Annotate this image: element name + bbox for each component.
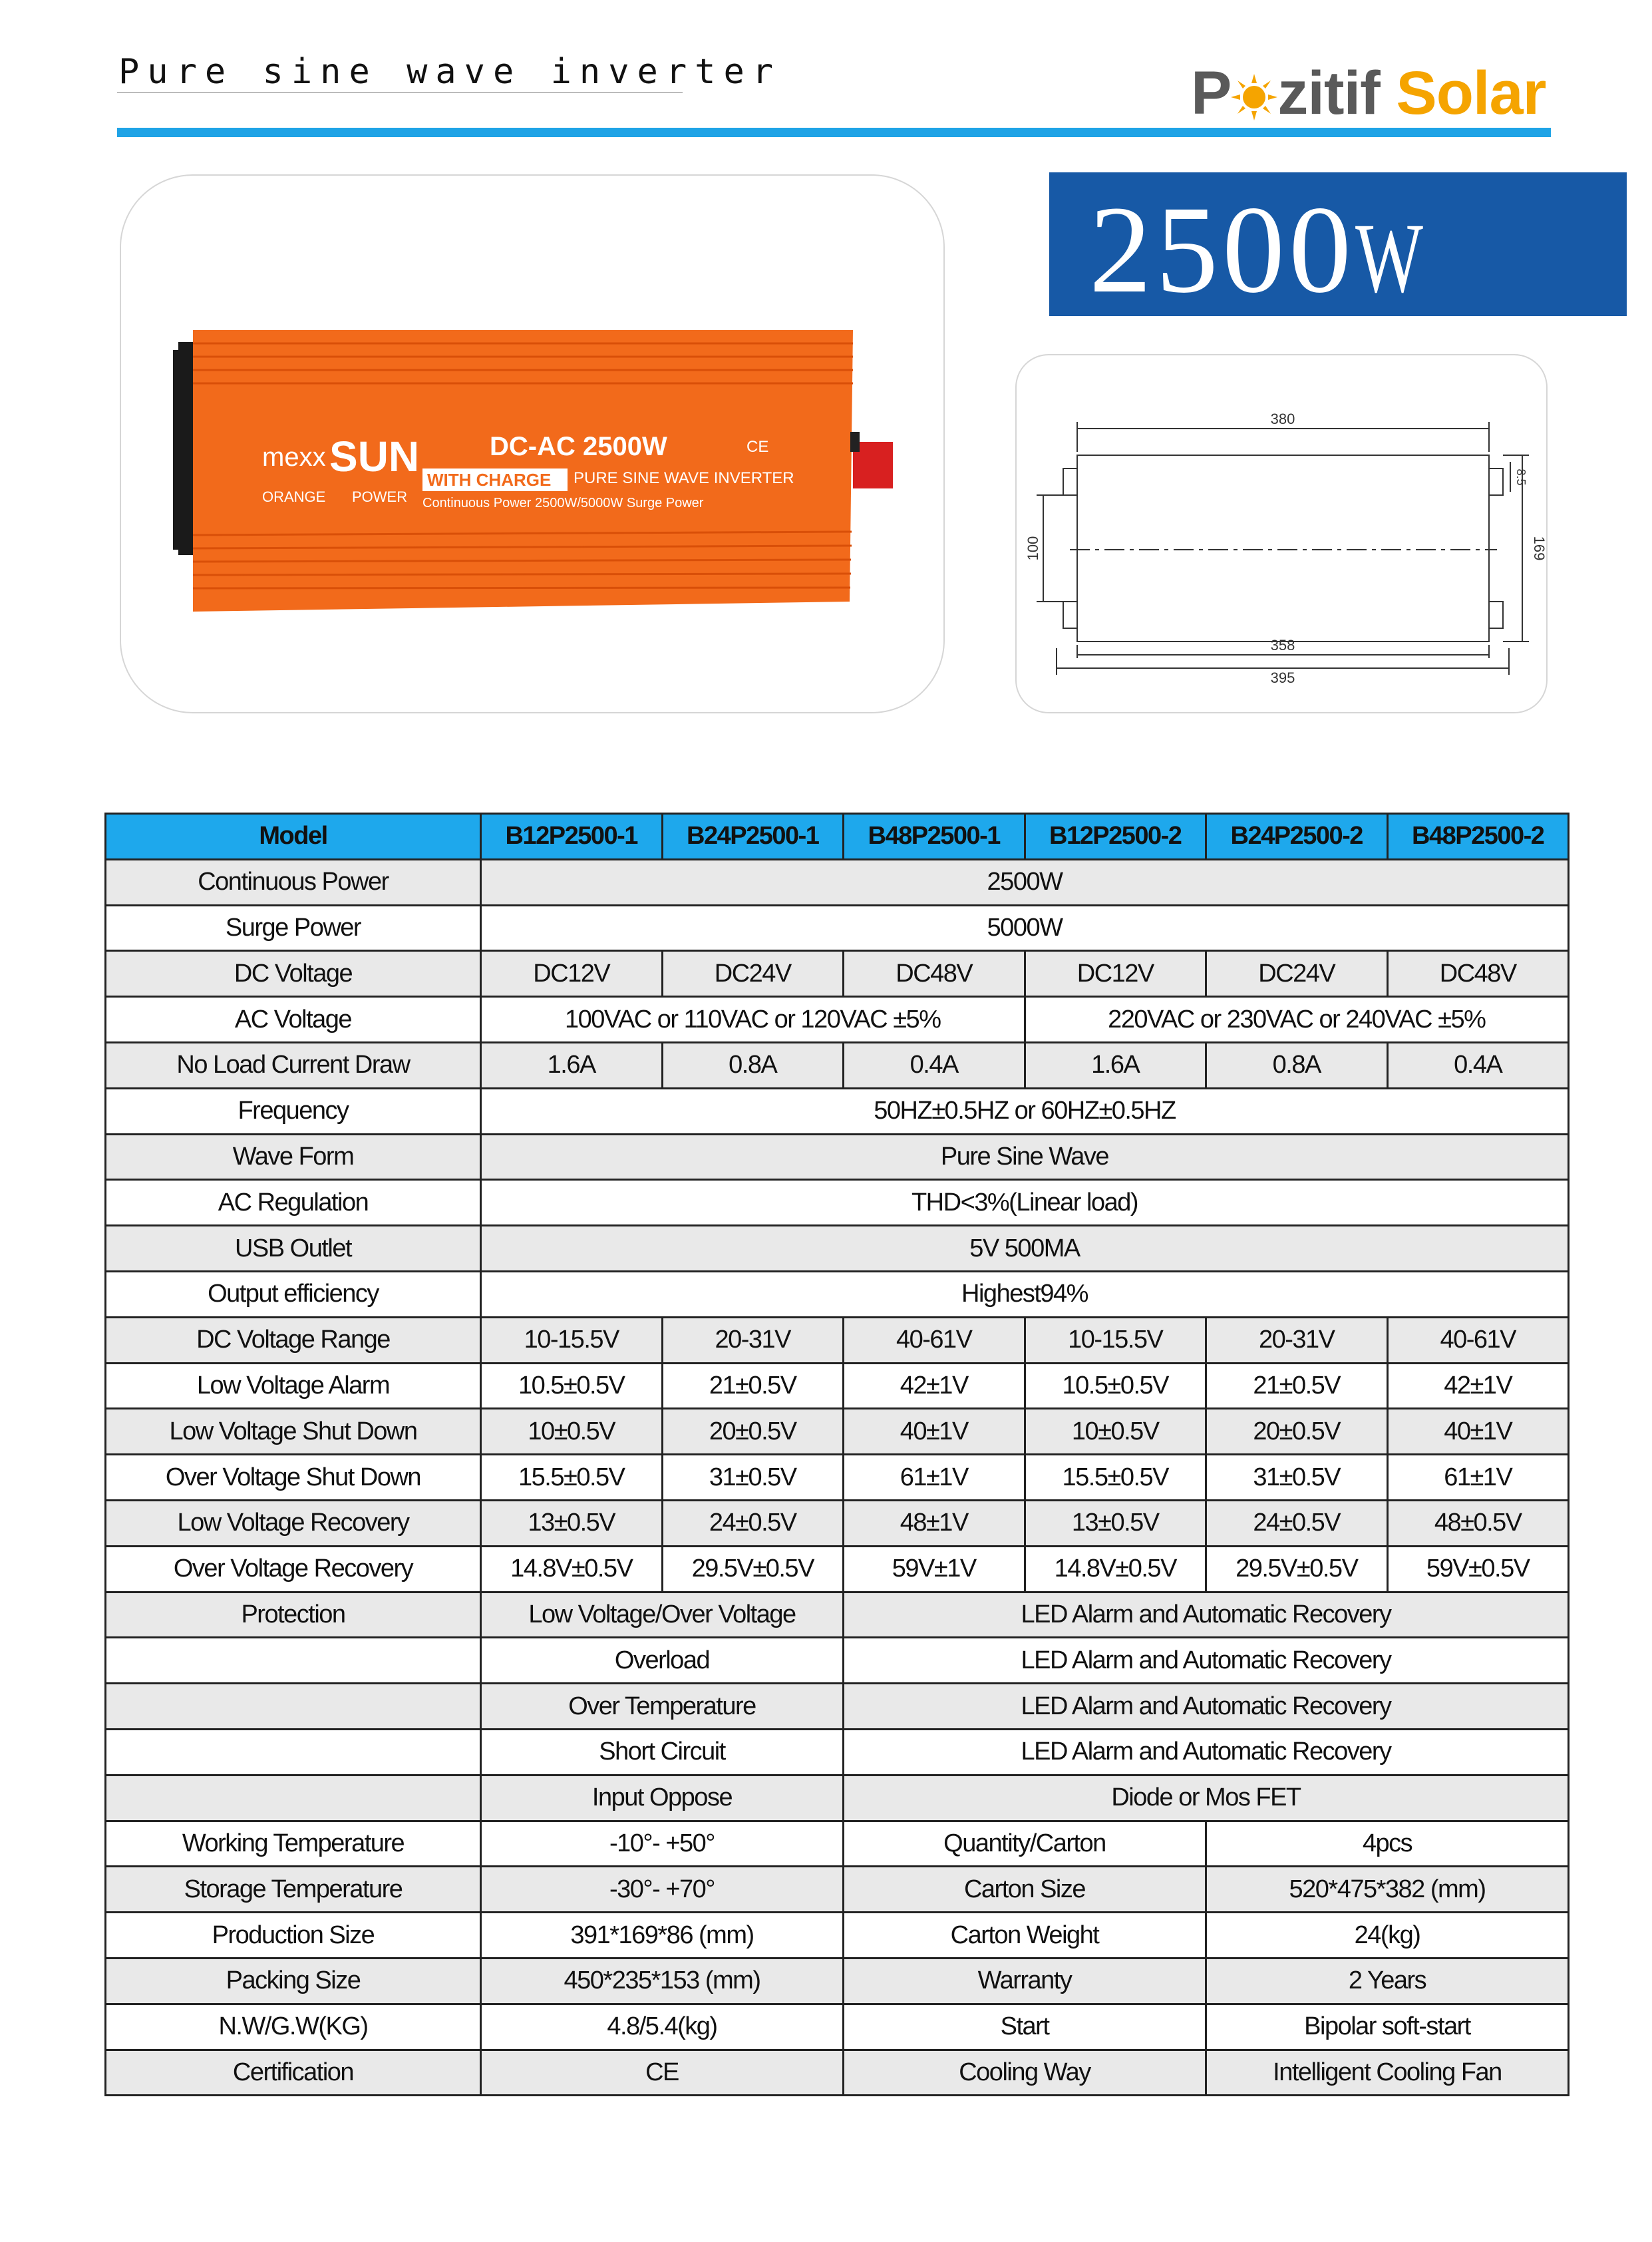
table-cell: 0.4A [844,1042,1025,1088]
table-row [106,1958,1569,2004]
table-cell: Pure Sine Wave [481,1134,1569,1180]
table-cell: 61±1V [844,1455,1025,1501]
product-photo-card [120,174,945,713]
table-cell: 31±0.5V [662,1455,844,1501]
table-cell: 20±0.5V [662,1409,844,1455]
table-cell: 50HZ±0.5HZ or 60HZ±0.5HZ [481,1088,1569,1134]
row-label-cell: Continuous Power [106,859,481,905]
table-cell: Intelligent Cooling Fan [1206,2050,1569,2096]
row-label-cell: Packing Size [106,1958,481,2004]
table-cell: 10-15.5V [481,1317,663,1363]
row-label-cell: Over Voltage Shut Down [106,1455,481,1501]
table-cell: 10±0.5V [1025,1409,1206,1455]
table-row [106,951,1569,997]
table-row [106,859,1569,905]
row-label-cell [106,1775,481,1821]
title-underline [117,92,683,93]
row-label-cell [106,1729,481,1775]
table-header-cell: B24P2500-1 [662,814,844,860]
table-cell: 391*169*86 (mm) [481,1913,844,1959]
table-row [106,1271,1569,1317]
table-cell: 24(kg) [1206,1913,1569,1959]
table-row [106,1134,1569,1180]
row-label-cell: Over Voltage Recovery [106,1546,481,1592]
table-cell: DC12V [1025,951,1206,997]
logo-text-solar: Solar [1396,59,1546,127]
table-cell: Highest94% [481,1271,1569,1317]
brand-logo [1191,59,1546,128]
table-row [106,1042,1569,1088]
row-label-cell: Production Size [106,1913,481,1959]
table-cell: 1.6A [481,1042,663,1088]
dimension-drawing [1017,355,1549,715]
power-value: 2500 [1089,180,1355,319]
table-cell: 40±1V [1387,1409,1569,1455]
table-cell: Low Voltage/Over Voltage [481,1592,844,1638]
table-row [106,2050,1569,2096]
power-rating-box [1049,172,1627,319]
table-cell: 450*235*153 (mm) [481,1958,844,2004]
row-label-cell: DC Voltage Range [106,1317,481,1363]
table-cell: 20±0.5V [1206,1409,1388,1455]
table-cell: 20-31V [662,1317,844,1363]
row-label-cell: Protection [106,1592,481,1638]
table-cell: 10.5±0.5V [1025,1363,1206,1409]
row-label-cell [106,1638,481,1684]
table-cell: 14.8V±0.5V [1025,1546,1206,1592]
table-row [106,1088,1569,1134]
table-cell: 24±0.5V [1206,1500,1388,1546]
row-label-cell: AC Voltage [106,997,481,1043]
table-cell: Diode or Mos FET [844,1775,1569,1821]
row-label-cell: Frequency [106,1088,481,1134]
table-cell: 20-31V [1206,1317,1388,1363]
row-label-cell: Certification [106,2050,481,2096]
row-label-cell: AC Regulation [106,1180,481,1226]
table-row [106,997,1569,1043]
table-cell: 42±1V [844,1363,1025,1409]
table-cell: Warranty [844,1958,1206,2004]
row-label-cell: Wave Form [106,1134,481,1180]
row-label-cell: Low Voltage Alarm [106,1363,481,1409]
table-cell: 48±1V [844,1500,1025,1546]
table-row [106,1455,1569,1501]
table-cell: 59V±0.5V [1387,1546,1569,1592]
table-cell: 10.5±0.5V [481,1363,663,1409]
table-cell: -30°- +70° [481,1867,844,1913]
table-header-cell: B48P2500-1 [844,814,1025,860]
table-cell: 29.5V±0.5V [662,1546,844,1592]
row-label-cell: Surge Power [106,905,481,951]
table-header-cell: B12P2500-2 [1025,814,1206,860]
dim-right-label: 169 [1531,536,1548,561]
table-cell: Short Circuit [481,1729,844,1775]
dim-left-label: 100 [1025,536,1041,561]
dim-bottom-outer-label: 395 [1270,669,1295,686]
table-row [106,1363,1569,1409]
table-row [106,1592,1569,1638]
table-cell: LED Alarm and Automatic Recovery [844,1638,1569,1684]
table-cell: Start [844,2004,1206,2050]
table-cell: LED Alarm and Automatic Recovery [844,1684,1569,1730]
table-cell: 2 Years [1206,1958,1569,2004]
table-cell: 21±0.5V [662,1363,844,1409]
table-cell: Input Oppose [481,1775,844,1821]
table-row [106,1317,1569,1363]
table-row [106,1729,1569,1775]
table-header-row [106,814,1569,860]
table-cell: Carton Weight [844,1913,1206,1959]
table-cell: 4pcs [1206,1821,1569,1867]
table-header-cell: Model [106,814,481,860]
table-header-cell: B12P2500-1 [481,814,663,860]
table-header-cell: B48P2500-2 [1387,814,1569,860]
table-cell: 100VAC or 110VAC or 120VAC ±5% [481,997,1025,1043]
table-row [106,1867,1569,1913]
row-label-cell: No Load Current Draw [106,1042,481,1088]
table-cell: 10±0.5V [481,1409,663,1455]
brand-left-text: mexx [262,443,326,472]
logo-text-zitif: zitif [1277,59,1380,127]
dim-right-small-label: 8.5 [1514,468,1528,486]
table-cell: 21±0.5V [1206,1363,1388,1409]
brand-sub-left-text: ORANGE [262,488,326,505]
table-header-cell: B24P2500-2 [1206,814,1388,860]
row-label-cell: Working Temperature [106,1821,481,1867]
table-row [106,1546,1569,1592]
table-cell: 5000W [481,905,1569,951]
table-cell: Overload [481,1638,844,1684]
row-label-cell: DC Voltage [106,951,481,997]
table-cell: 0.8A [662,1042,844,1088]
ce-mark-text: CE [746,438,769,456]
table-cell: 4.8/5.4(kg) [481,2004,844,2050]
table-cell: Cooling Way [844,2050,1206,2096]
row-label-cell: Storage Temperature [106,1867,481,1913]
table-cell: 61±1V [1387,1455,1569,1501]
table-cell: 24±0.5V [662,1500,844,1546]
inverter-image [121,176,946,715]
table-cell: Bipolar soft-start [1206,2004,1569,2050]
table-cell: 40±1V [844,1409,1025,1455]
row-label-cell: Output efficiency [106,1271,481,1317]
table-row [106,1180,1569,1226]
row-label-cell: USB Outlet [106,1226,481,1272]
table-cell: 520*475*382 (mm) [1206,1867,1569,1913]
table-row [106,1775,1569,1821]
row-label-cell [106,1684,481,1730]
row-label-cell: N.W/G.W(KG) [106,2004,481,2050]
header-rule [117,128,1551,137]
brand-sub-right-text: POWER [352,488,408,505]
table-cell: 59V±1V [844,1546,1025,1592]
table-row [106,1821,1569,1867]
table-cell: LED Alarm and Automatic Recovery [844,1729,1569,1775]
table-cell: THD<3%(Linear load) [481,1180,1569,1226]
table-row [106,905,1569,951]
type-line-text: PURE SINE WAVE INVERTER [574,469,794,487]
table-row [106,2004,1569,2050]
power-rating [1089,180,1454,319]
table-cell: LED Alarm and Automatic Recovery [844,1592,1569,1638]
table-cell: DC48V [1387,951,1569,997]
table-cell: 48±0.5V [1387,1500,1569,1546]
table-cell: 0.8A [1206,1042,1388,1088]
table-cell: 2500W [481,859,1569,905]
power-line-text: Continuous Power 2500W/5000W Surge Power [422,496,704,510]
brand-right-text: SUN [329,433,420,480]
table-cell: DC24V [662,951,844,997]
logo-letter-p: P [1191,59,1232,127]
page-title: Pure sine wave inverter [118,52,782,92]
with-charge-text: WITH CHARGE [427,470,552,490]
table-cell: 13±0.5V [1025,1500,1206,1546]
spec-table [104,813,1569,2096]
table-cell: DC12V [481,951,663,997]
row-label-cell: Low Voltage Recovery [106,1500,481,1546]
model-line-text: DC-AC 2500W [490,432,667,461]
table-cell: 15.5±0.5V [481,1455,663,1501]
dim-bottom-inner-label: 358 [1270,637,1295,654]
table-cell: CE [481,2050,844,2096]
table-row [106,1638,1569,1684]
table-cell: 10-15.5V [1025,1317,1206,1363]
table-cell: 14.8V±0.5V [481,1546,663,1592]
table-row [106,1500,1569,1546]
table-cell: 29.5V±0.5V [1206,1546,1388,1592]
table-cell: 1.6A [1025,1042,1206,1088]
sun-icon [1231,74,1277,120]
table-cell: 40-61V [1387,1317,1569,1363]
table-row [106,1226,1569,1272]
table-cell: Over Temperature [481,1684,844,1730]
table-cell: 5V 500MA [481,1226,1569,1272]
table-cell: 220VAC or 230VAC or 240VAC ±5% [1025,997,1569,1043]
table-row [106,1409,1569,1455]
table-row [106,1913,1569,1959]
table-cell: 42±1V [1387,1363,1569,1409]
table-cell: 15.5±0.5V [1025,1455,1206,1501]
table-cell: Quantity/Carton [844,1821,1206,1867]
table-row [106,1684,1569,1730]
table-cell: DC48V [844,951,1025,997]
table-cell: 13±0.5V [481,1500,663,1546]
table-cell: -10°- +50° [481,1821,844,1867]
table-cell: 0.4A [1387,1042,1569,1088]
table-cell: Carton Size [844,1867,1206,1913]
dim-top-label: 380 [1270,411,1295,427]
power-unit: W [1355,203,1426,313]
table-cell: 40-61V [844,1317,1025,1363]
row-label-cell: Low Voltage Shut Down [106,1409,481,1455]
table-cell: DC24V [1206,951,1388,997]
dimension-drawing-card [1015,354,1548,713]
table-cell: 31±0.5V [1206,1455,1388,1501]
